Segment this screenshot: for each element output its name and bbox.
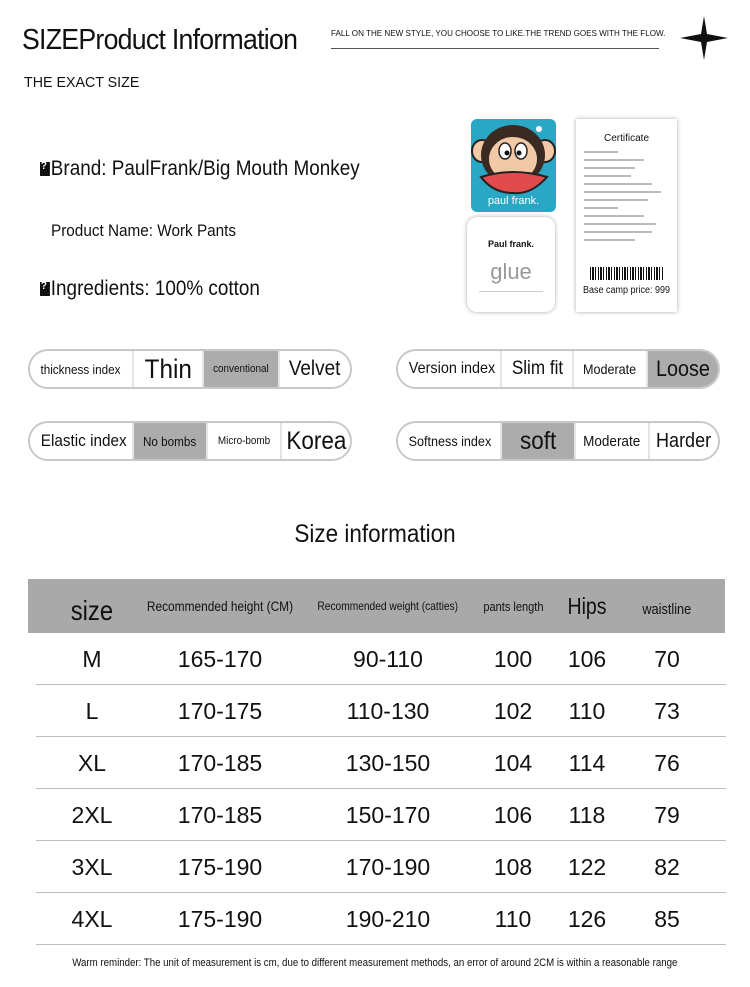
cell-weight: 190-210 [345, 905, 431, 932]
cell-waistline: 82 [654, 853, 680, 880]
cell-pants-length: 100 [493, 645, 533, 672]
index-option: conventional [202, 351, 278, 387]
cell-hips: 118 [568, 801, 606, 828]
certificate-price: Base camp price: 999 [582, 285, 671, 296]
glue-tag-word: glue [490, 259, 532, 284]
table-row [36, 789, 726, 841]
table-row [36, 841, 726, 893]
header-pants-length: pants length [482, 598, 544, 614]
index-label: thickness index [30, 351, 132, 387]
monkey-logo-tag [471, 119, 556, 212]
cell-weight: 130-150 [345, 749, 431, 776]
page-title: SIZEProduct Information [22, 24, 298, 56]
cell-waistline: 73 [654, 697, 680, 724]
certificate-fineprint [584, 151, 669, 247]
header-weight: Recommended weight (catties) [317, 599, 459, 613]
softness-index-bar [396, 421, 720, 461]
cell-size: L [85, 697, 99, 724]
cell-hips: 126 [567, 905, 607, 932]
cell-waistline: 76 [654, 749, 680, 776]
ingredients-line: ?Ingredients: 100% cotton [40, 277, 260, 301]
version-index-bar [396, 349, 720, 389]
index-option: Moderate [574, 423, 648, 459]
cell-hips: 110 [568, 697, 606, 724]
index-option: Harder [648, 423, 718, 459]
cell-height: 170-185 [177, 749, 263, 776]
cell-size: 2XL [71, 801, 113, 828]
warm-reminder: Warm reminder: The unit of measurement is cm, due to different measurement methods, an error of around 2CM is within a reasonable range [72, 957, 678, 969]
barcode [590, 267, 663, 280]
cell-pants-length: 102 [493, 697, 533, 724]
size-table-header [28, 579, 725, 633]
slogan-divider [331, 48, 659, 49]
index-label: Elastic index [30, 423, 132, 459]
page-subtitle: THE EXACT SIZE [24, 74, 140, 91]
index-option: Velvet [278, 351, 350, 387]
cell-weight: 110-130 [346, 697, 430, 724]
cell-height: 165-170 [177, 645, 263, 672]
logo-text: paul frank. [487, 195, 540, 207]
cell-hips: 122 [567, 853, 607, 880]
cell-pants-length: 110 [494, 905, 532, 932]
cell-size: M [82, 645, 102, 672]
table-row [36, 893, 726, 945]
index-label: Softness index [398, 423, 500, 459]
cell-size: XL [77, 749, 107, 776]
cell-waistline: 79 [654, 801, 680, 828]
header-size: size [70, 595, 114, 626]
cell-weight: 90-110 [353, 645, 423, 672]
cell-hips: 106 [567, 645, 607, 672]
header-hips: Hips [567, 592, 607, 619]
table-row [36, 633, 726, 685]
cell-waistline: 85 [654, 905, 680, 932]
slogan-text: FALL ON THE NEW STYLE, YOU CHOOSE TO LIKE.THE TREND GOES WITH THE FLOW. [331, 28, 666, 38]
brand-line: ?Brand: PaulFrank/Big Mouth Monkey [40, 157, 360, 181]
table-row [36, 737, 726, 789]
index-option: Thin [132, 351, 202, 387]
index-option: Moderate [572, 351, 646, 387]
cell-size: 3XL [71, 853, 113, 880]
header-height: Recommended height (CM) [146, 598, 294, 614]
glue-tag-fineprint [479, 291, 543, 303]
cell-height: 170-185 [177, 801, 263, 828]
product-name-line: Product Name: Work Pants [51, 221, 237, 240]
size-table-title: Size information [294, 520, 456, 548]
cell-weight: 150-170 [345, 801, 431, 828]
index-label: Version index [398, 351, 500, 387]
certificate-tag [576, 119, 677, 312]
index-option: soft [500, 423, 574, 459]
certificate-title: Certificate [603, 133, 649, 144]
cell-pants-length: 108 [493, 853, 533, 880]
cell-pants-length: 106 [493, 801, 533, 828]
index-option: Micro-bomb [206, 423, 280, 459]
cell-waistline: 70 [654, 645, 680, 672]
thickness-index-bar [28, 349, 352, 389]
index-option: Slim fit [500, 351, 572, 387]
bullet-icon [40, 282, 50, 296]
cell-hips: 114 [568, 749, 606, 776]
sparkle-icon [680, 16, 728, 60]
cell-height: 175-190 [177, 853, 263, 880]
glue-tag-brand: Paul frank. [487, 239, 534, 249]
cell-height: 170-175 [177, 697, 263, 724]
cell-weight: 170-190 [345, 853, 431, 880]
glue-tag [467, 217, 555, 312]
cell-pants-length: 104 [493, 749, 533, 776]
cell-size: 4XL [71, 905, 113, 932]
table-row [36, 685, 726, 737]
elastic-index-bar [28, 421, 352, 461]
header-waistline: waistline [642, 600, 692, 618]
index-option: No bombs [132, 423, 206, 459]
index-option: Korea [280, 423, 350, 459]
bullet-icon [40, 162, 50, 176]
index-option: Loose [646, 351, 718, 387]
cell-height: 175-190 [177, 905, 263, 932]
